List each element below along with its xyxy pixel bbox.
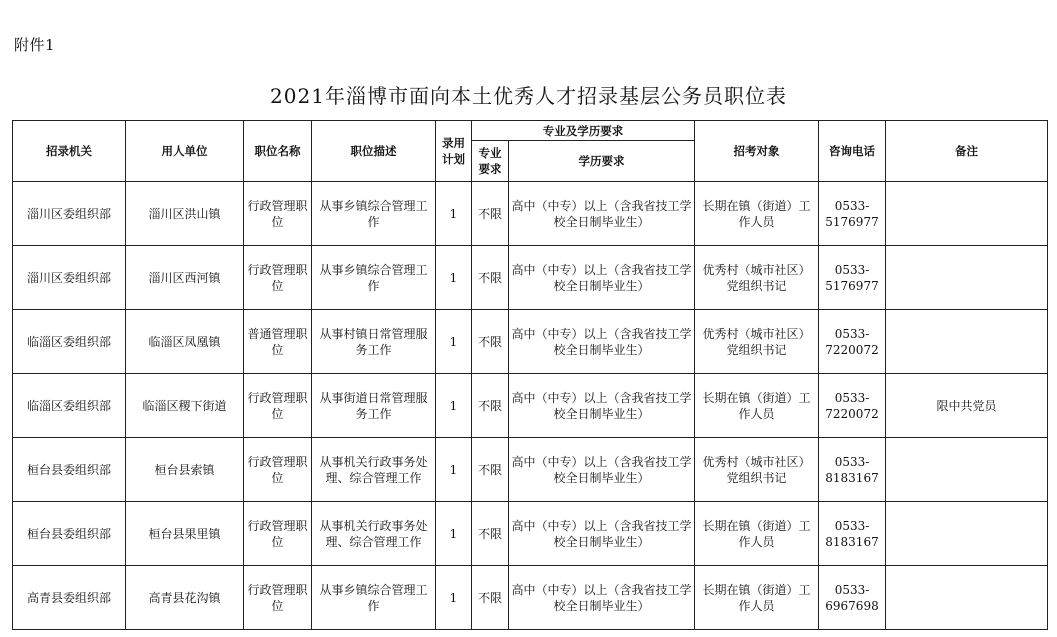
cell-plan: 1 <box>436 246 472 310</box>
cell-notes: 限中共党员 <box>886 374 1048 438</box>
cell-target: 长期在镇（街道）工作人员 <box>695 502 819 566</box>
cell-description: 从事乡镇综合管理工作 <box>312 566 436 630</box>
cell-plan: 1 <box>436 438 472 502</box>
cell-education: 高中（中专）以上（含我省技工学校全日制毕业生） <box>509 246 695 310</box>
cell-agency: 临淄区委组织部 <box>13 374 126 438</box>
cell-plan: 1 <box>436 310 472 374</box>
cell-target: 长期在镇（街道）工作人员 <box>695 566 819 630</box>
attachment-label: 附件1 <box>14 36 56 54</box>
header-phone: 咨询电话 <box>819 121 886 182</box>
cell-notes <box>886 502 1048 566</box>
header-description: 职位描述 <box>312 121 436 182</box>
positions-table <box>12 120 1048 630</box>
cell-major: 不限 <box>472 182 509 246</box>
cell-phone: 0533-7220072 <box>819 374 886 438</box>
cell-major: 不限 <box>472 438 509 502</box>
cell-major: 不限 <box>472 374 509 438</box>
cell-agency: 桓台县委组织部 <box>13 438 126 502</box>
cell-position: 行政管理职位 <box>244 246 312 310</box>
cell-position: 行政管理职位 <box>244 182 312 246</box>
cell-notes <box>886 182 1048 246</box>
cell-description: 从事街道日常管理服务工作 <box>312 374 436 438</box>
cell-position: 行政管理职位 <box>244 502 312 566</box>
cell-position: 行政管理职位 <box>244 374 312 438</box>
cell-description: 从事乡镇综合管理工作 <box>312 246 436 310</box>
cell-target: 优秀村（城市社区）党组织书记 <box>695 310 819 374</box>
cell-plan: 1 <box>436 502 472 566</box>
header-agency: 招录机关 <box>13 121 126 182</box>
table-row <box>13 374 1048 438</box>
cell-target: 优秀村（城市社区）党组织书记 <box>695 246 819 310</box>
header-major: 专业要求 <box>472 141 509 182</box>
cell-description: 从事机关行政事务处理、综合管理工作 <box>312 438 436 502</box>
cell-employer: 淄川区西河镇 <box>126 246 244 310</box>
cell-plan: 1 <box>436 374 472 438</box>
cell-employer: 淄川区洪山镇 <box>126 182 244 246</box>
cell-position: 行政管理职位 <box>244 566 312 630</box>
cell-major: 不限 <box>472 566 509 630</box>
cell-description: 从事村镇日常管理服务工作 <box>312 310 436 374</box>
cell-employer: 高青县花沟镇 <box>126 566 244 630</box>
header-position: 职位名称 <box>244 121 312 182</box>
cell-agency: 淄川区委组织部 <box>13 182 126 246</box>
cell-employer: 临淄区凤凰镇 <box>126 310 244 374</box>
cell-agency: 淄川区委组织部 <box>13 246 126 310</box>
cell-employer: 桓台县果里镇 <box>126 502 244 566</box>
cell-phone: 0533-6967698 <box>819 566 886 630</box>
cell-employer: 桓台县索镇 <box>126 438 244 502</box>
header-education: 学历要求 <box>509 141 695 182</box>
cell-major: 不限 <box>472 310 509 374</box>
header-notes: 备注 <box>886 121 1048 182</box>
cell-education: 高中（中专）以上（含我省技工学校全日制毕业生） <box>509 182 695 246</box>
cell-phone: 0533-5176977 <box>819 246 886 310</box>
cell-education: 高中（中专）以上（含我省技工学校全日制毕业生） <box>509 566 695 630</box>
cell-phone: 0533-8183167 <box>819 502 886 566</box>
cell-agency: 桓台县委组织部 <box>13 502 126 566</box>
cell-phone: 0533-8183167 <box>819 438 886 502</box>
table-row <box>13 566 1048 630</box>
cell-agency: 临淄区委组织部 <box>13 310 126 374</box>
cell-target: 长期在镇（街道）工作人员 <box>695 182 819 246</box>
header-plan: 录用计划 <box>436 121 472 182</box>
cell-phone: 0533-5176977 <box>819 182 886 246</box>
table-body <box>13 182 1048 630</box>
page-title: 2021年淄博市面向本土优秀人才招录基层公务员职位表 <box>270 84 787 108</box>
header-target: 招考对象 <box>695 121 819 182</box>
table-row <box>13 438 1048 502</box>
cell-education: 高中（中专）以上（含我省技工学校全日制毕业生） <box>509 374 695 438</box>
cell-plan: 1 <box>436 566 472 630</box>
header-requirements-group: 专业及学历要求 <box>472 121 695 141</box>
table-row <box>13 310 1048 374</box>
cell-position: 普通管理职位 <box>244 310 312 374</box>
cell-plan: 1 <box>436 182 472 246</box>
cell-education: 高中（中专）以上（含我省技工学校全日制毕业生） <box>509 310 695 374</box>
header-employer: 用人单位 <box>126 121 244 182</box>
cell-education: 高中（中专）以上（含我省技工学校全日制毕业生） <box>509 502 695 566</box>
cell-target: 优秀村（城市社区）党组织书记 <box>695 438 819 502</box>
cell-employer: 临淄区稷下街道 <box>126 374 244 438</box>
cell-notes <box>886 310 1048 374</box>
cell-notes <box>886 246 1048 310</box>
cell-major: 不限 <box>472 246 509 310</box>
cell-phone: 0533-7220072 <box>819 310 886 374</box>
cell-target: 长期在镇（街道）工作人员 <box>695 374 819 438</box>
table-header <box>13 121 1048 182</box>
cell-notes <box>886 566 1048 630</box>
cell-major: 不限 <box>472 502 509 566</box>
cell-description: 从事乡镇综合管理工作 <box>312 182 436 246</box>
cell-education: 高中（中专）以上（含我省技工学校全日制毕业生） <box>509 438 695 502</box>
cell-notes <box>886 438 1048 502</box>
cell-description: 从事机关行政事务处理、综合管理工作 <box>312 502 436 566</box>
cell-position: 行政管理职位 <box>244 438 312 502</box>
cell-agency: 高青县委组织部 <box>13 566 126 630</box>
table-row <box>13 246 1048 310</box>
table-row <box>13 502 1048 566</box>
table-row <box>13 182 1048 246</box>
